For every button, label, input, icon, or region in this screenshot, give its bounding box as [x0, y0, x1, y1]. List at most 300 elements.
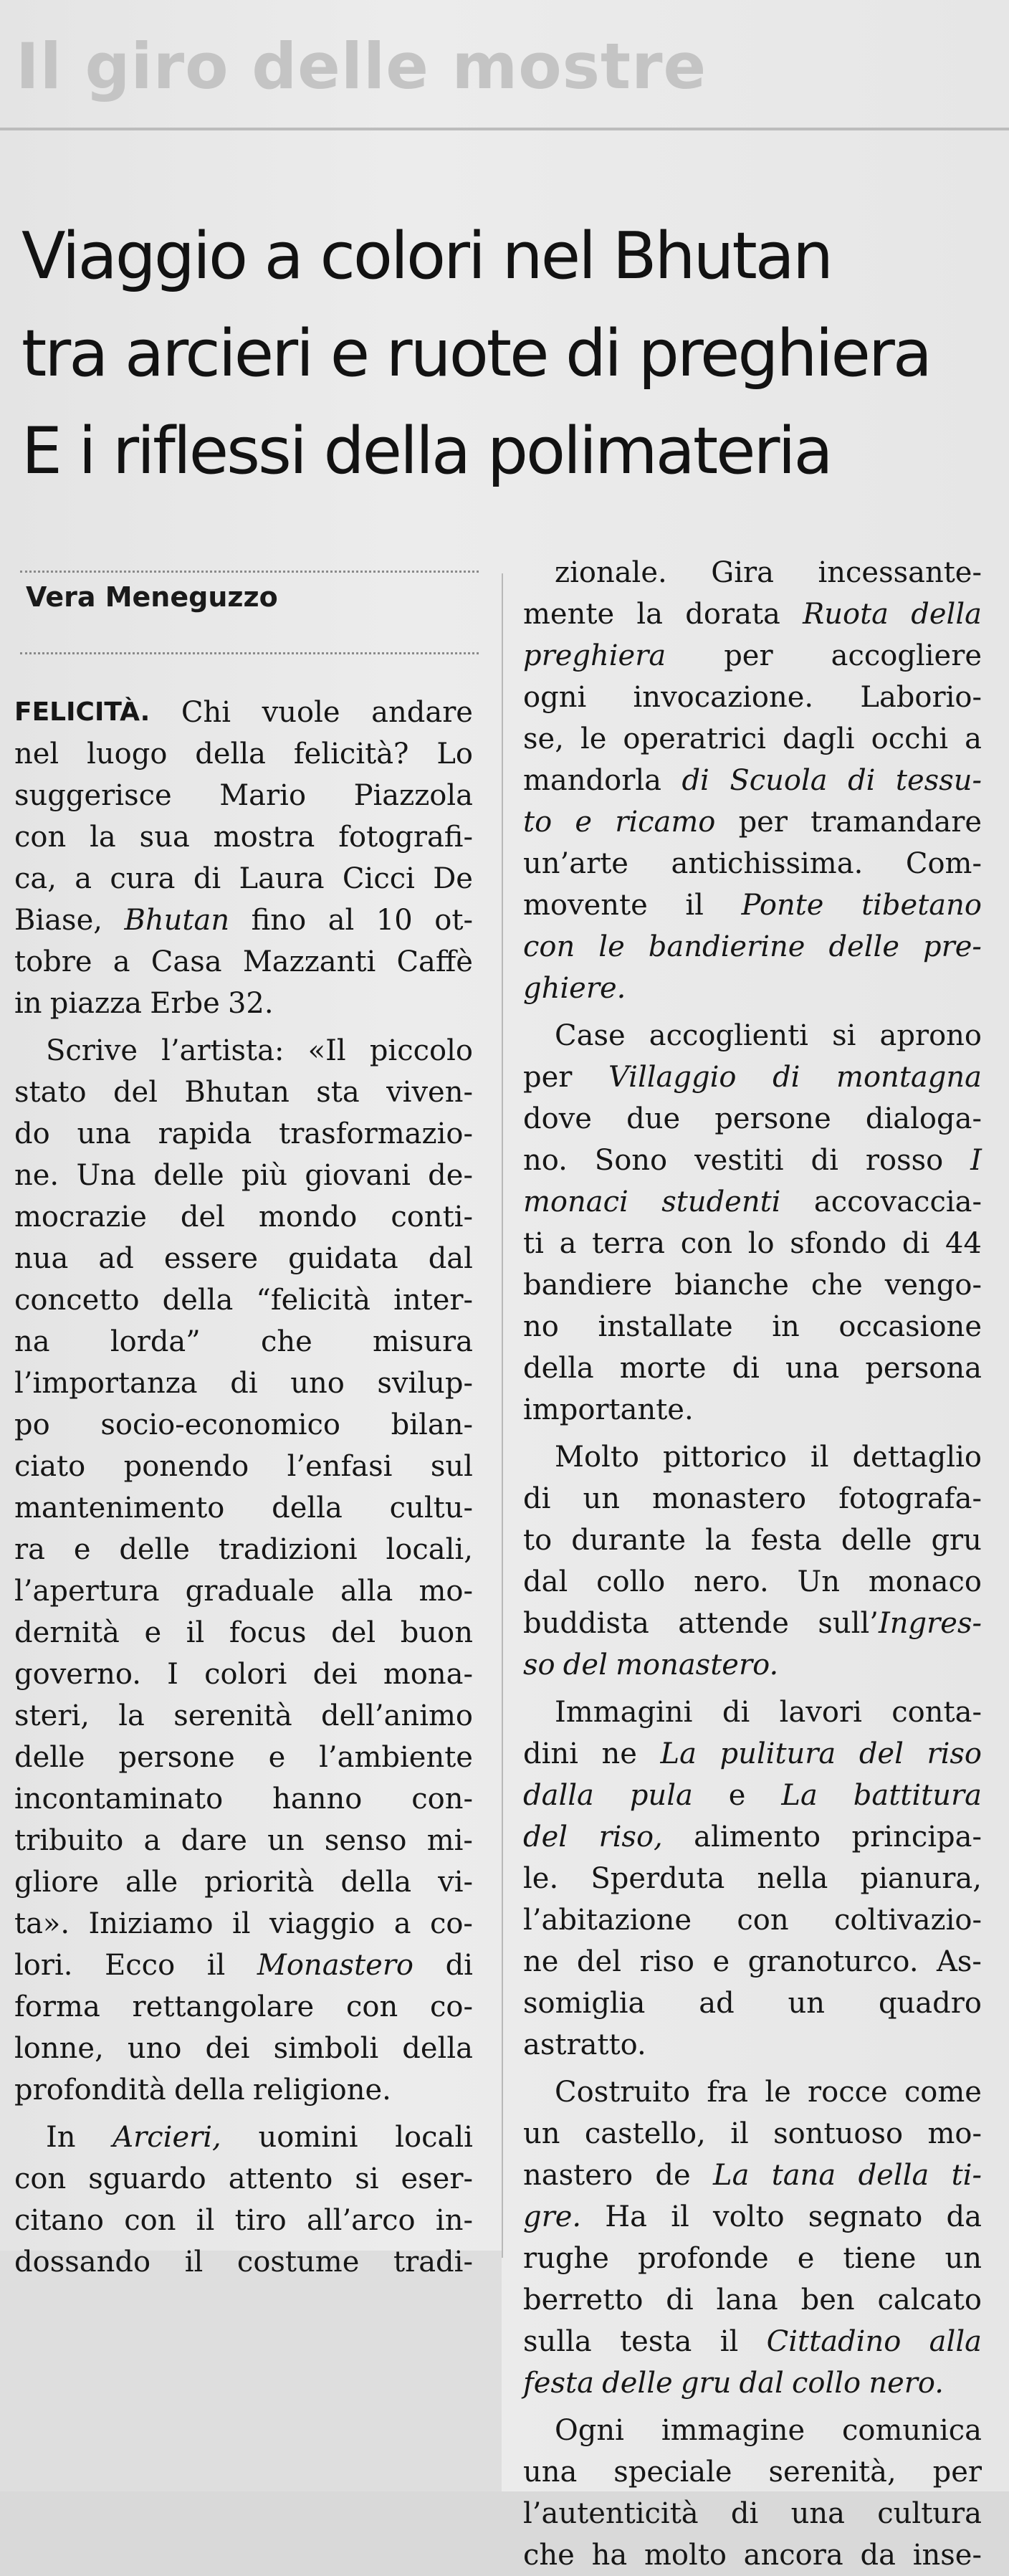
article-word: dossando [14, 2246, 151, 2279]
article-word: Ogni [555, 2414, 624, 2447]
article-word: il [184, 2246, 204, 2279]
article-word: nel [14, 738, 59, 771]
article-word: molto [644, 2539, 727, 2572]
article-word: e [797, 2242, 815, 2275]
article-word: dal [739, 2367, 784, 2400]
article-line [523, 1347, 982, 1389]
article-line [14, 1903, 473, 1945]
article-line [523, 1436, 982, 1478]
article-word: Villaggio [608, 1061, 737, 1094]
article-word: so [523, 1649, 555, 1681]
article-word: La [660, 1737, 697, 1770]
article-word: della [402, 2032, 473, 2065]
article-word: conti- [391, 1201, 473, 1234]
article-word: sulla [523, 2325, 592, 2358]
article-word: dialoga- [865, 1102, 982, 1135]
article-word: graduale [185, 1575, 315, 1608]
article-line [14, 1654, 473, 1695]
article-word: Sono [594, 1144, 668, 1177]
article-word: Mario [219, 779, 307, 812]
article-word: persone [118, 1741, 235, 1774]
article-word: durante [571, 1524, 687, 1557]
article-word: il [719, 2325, 739, 2358]
article-word: Caffè [396, 945, 473, 978]
article-word: calcato [877, 2284, 982, 2317]
article-word: Molto [555, 1441, 639, 1474]
article-word: mostra [213, 821, 315, 854]
article-word: co- [429, 1990, 473, 2023]
article-word: focus [229, 1616, 307, 1649]
article-word: sul [430, 1450, 473, 1483]
article-word: no. [523, 1144, 568, 1177]
article-word: castello, [584, 2117, 706, 2150]
article-line [523, 2279, 982, 2321]
article-word: svilup- [377, 1367, 473, 1400]
article-word: della [195, 738, 266, 771]
article-line [523, 2410, 982, 2451]
article-word: Immagini [555, 1696, 693, 1729]
article-word: Case [555, 1019, 626, 1052]
article-word: del [331, 1616, 376, 1649]
article-line [14, 941, 473, 983]
article-line [523, 1692, 982, 1733]
article-line [14, 1155, 473, 1196]
article-word: gliore [14, 1866, 100, 1899]
article-word: da [860, 2539, 896, 2572]
headline-line: tra arcieri e ruote di preghiera [21, 316, 931, 391]
article-line [14, 692, 473, 733]
article-word: di [810, 1144, 838, 1177]
article-word: trasformazio- [279, 1117, 473, 1150]
article-word: Com- [905, 847, 982, 880]
article-word: lavori [779, 1696, 862, 1729]
article-word: persone [714, 1102, 831, 1135]
article-word: la [705, 1524, 732, 1557]
article-line [14, 1695, 473, 1737]
article-line [523, 593, 982, 635]
article-word: alla [340, 1575, 393, 1608]
article-word: Erbe [150, 987, 220, 1020]
article-word: principa- [851, 1821, 982, 1854]
article-word: l’abitazione [523, 1904, 692, 1937]
article-word: lori. [14, 1949, 73, 1982]
article-word: essere [163, 1242, 259, 1275]
article-word: Bhutan [184, 1076, 290, 1109]
article-word: mo- [927, 2117, 982, 2150]
article-word: un’arte [523, 847, 628, 880]
article-word: una [523, 2456, 578, 2489]
article-word: Iniziamo [88, 1907, 214, 1940]
article-word: no [523, 1310, 559, 1343]
article-word: tribuito [14, 1824, 124, 1857]
article-word: di [848, 764, 876, 797]
article-word: per [932, 2456, 982, 2489]
article-line [523, 2113, 982, 2155]
article-word: eser- [401, 2162, 473, 2195]
article-word: della [162, 1284, 234, 1317]
article-word: luogo [87, 738, 168, 771]
article-word: In [46, 2121, 76, 2154]
article-word: La [713, 2159, 750, 2192]
article-word: con- [411, 1783, 473, 1816]
article-word: Una [76, 1159, 136, 1192]
article-word: 44 [945, 1227, 982, 1260]
article-word: collo [791, 2367, 861, 2400]
article-word: colori [204, 1658, 287, 1691]
article-word: vi- [438, 1866, 473, 1899]
article-word: ra [14, 1533, 45, 1566]
article-word: e [575, 806, 593, 839]
article-word: la [118, 1699, 145, 1732]
byline: Vera Meneguzzo [26, 581, 278, 613]
article-word: uno [127, 2032, 182, 2065]
article-line [523, 2362, 982, 2404]
article-line [523, 1140, 982, 1181]
article-line [14, 1737, 473, 1778]
article-line [523, 2451, 982, 2493]
article-word: suggerisce [14, 779, 172, 812]
article-word: ne [523, 1945, 559, 1978]
article-word: incontaminato [14, 1783, 224, 1816]
article-word: cura [110, 862, 176, 895]
article-word: l’apertura [14, 1575, 160, 1608]
article-line [523, 968, 982, 1009]
article-word: sfondo [790, 1227, 887, 1260]
article-word: Bhutan [124, 904, 230, 937]
article-word: cultura [877, 2497, 982, 2530]
article-line [14, 733, 473, 775]
article-line [523, 2024, 982, 2066]
article-line [14, 2028, 473, 2069]
article-word: monastero [652, 1482, 807, 1515]
article-line [523, 1983, 982, 2024]
article-word: priorità [204, 1866, 315, 1899]
article-line [14, 775, 473, 816]
article-word: e [144, 1616, 162, 1649]
article-word: di [666, 2284, 694, 2317]
article-word: conta- [891, 1696, 982, 1729]
article-line [523, 1941, 982, 1983]
article-word: locali [395, 2121, 473, 2154]
article-word: invocazione. [633, 681, 814, 714]
article-word: Ponte [741, 889, 824, 922]
article-word: tramandare [810, 806, 982, 839]
article-line [523, 552, 982, 593]
article-word: bandiere [523, 1269, 653, 1302]
article-word: del [859, 1737, 904, 1770]
article-word: stato [14, 1076, 87, 1109]
article-word: battitura [853, 1779, 982, 1812]
article-word: berretto [523, 2284, 644, 2317]
article-word: a [965, 722, 982, 755]
article-word: l’importanza [14, 1367, 198, 1400]
article-line [14, 1986, 473, 2028]
article-word: rughe [523, 2242, 609, 2275]
article-word: Lo [436, 738, 473, 771]
article-line [14, 816, 473, 858]
article-word: dalla [523, 1779, 594, 1812]
article-line [14, 1113, 473, 1155]
article-word: guidata [288, 1242, 398, 1275]
article-word: de [655, 2159, 691, 2192]
article-line [523, 1603, 982, 1644]
article-word: il [231, 1907, 251, 1940]
article-word: steri, [14, 1699, 90, 1732]
article-line [523, 1644, 982, 1686]
article-word: dagli [782, 722, 855, 755]
article-line [14, 2069, 473, 2111]
article-word: Biase, [14, 904, 102, 937]
article-word: rettangolare [132, 1990, 315, 2023]
article-word: in- [435, 2204, 473, 2237]
article-word: socio-economico [100, 1408, 340, 1441]
article-word: giovani [305, 1159, 411, 1192]
article-word: nero. [869, 2367, 944, 2400]
article-word: do [14, 1117, 50, 1150]
article-word: uno [290, 1367, 345, 1400]
article-word: persona [865, 1352, 982, 1385]
article-word: buon [400, 1616, 473, 1649]
article-word: rocce [807, 2076, 888, 2109]
article-word: Arcieri, [113, 2121, 221, 2154]
article-word: tana [771, 2159, 836, 2192]
article-word: attento [228, 2162, 333, 2195]
article-word: lonne, [14, 2032, 104, 2065]
article-word: con [737, 1904, 789, 1937]
headline-line: Viaggio a colori nel Bhutan [21, 219, 832, 294]
article-word: si [832, 1019, 856, 1052]
article-word: Scuola [730, 764, 828, 797]
article-word: astratto. [523, 2028, 646, 2061]
article-word: mo- [419, 1575, 473, 1608]
article-word: na [14, 1325, 50, 1358]
article-word: to [523, 1524, 553, 1557]
article-word: ta». [14, 1907, 70, 1940]
article-word: delle [14, 1741, 85, 1774]
article-word: di [445, 1949, 473, 1982]
article-word: un [583, 1482, 620, 1515]
article-word: fra [707, 2076, 749, 2109]
article-line [523, 884, 982, 926]
article-word: con [345, 1990, 398, 2023]
article-word: ha [591, 2539, 628, 2572]
article-word: mi- [426, 1824, 473, 1857]
article-word: nastero [523, 2159, 633, 2192]
article-line [14, 1072, 473, 1113]
article-word: Scrive [46, 1034, 138, 1067]
article-line [523, 1098, 982, 1140]
article-word: del [113, 1076, 158, 1109]
article-word: sua [139, 821, 190, 854]
article-line [14, 983, 473, 1024]
article-word: con [14, 821, 67, 854]
article-word: ricamo [615, 806, 716, 839]
article-word: delle [153, 1159, 224, 1192]
article-word: piazza [49, 987, 142, 1020]
article-word: di [230, 1367, 258, 1400]
byline-rule-top [20, 571, 479, 573]
article-word: nella [757, 1862, 828, 1895]
article-word: della [523, 1352, 594, 1385]
article-word: movente [523, 889, 648, 922]
article-word: del [180, 1201, 225, 1234]
article-line [14, 2200, 473, 2241]
article-word: l’artista: [161, 1034, 284, 1067]
article-word: tiro [234, 2204, 287, 2237]
article-word: Cicci [342, 862, 415, 895]
article-word: festa [523, 2367, 594, 2400]
article-word: sontuoso [773, 2117, 904, 2150]
article-word: quadro [878, 1987, 982, 2020]
article-word: le. [523, 1862, 559, 1895]
article-word: una [790, 2497, 845, 2530]
article-word: della [272, 1492, 343, 1525]
article-word: testa [620, 2325, 692, 2358]
article-word: gru [931, 1524, 982, 1557]
article-word: monaco [868, 1565, 982, 1598]
article-line [14, 2241, 473, 2283]
article-line [523, 801, 982, 843]
article-word: profondità [14, 2074, 166, 2107]
article-word: le [580, 722, 607, 755]
article-word: importante. [523, 1393, 694, 1426]
article-word: morte [619, 1352, 707, 1385]
article-word: nero. [694, 1565, 769, 1598]
article-word: al [327, 904, 355, 937]
article-word: bianche [674, 1269, 789, 1302]
article-word: Laura [239, 862, 325, 895]
article-word: più [241, 1159, 288, 1192]
article-word: Piazzola [353, 779, 473, 812]
article-word: da [946, 2200, 982, 2233]
article-word: tradi- [393, 2246, 473, 2279]
article-word: pre- [923, 930, 982, 963]
article-line [14, 2158, 473, 2200]
article-line [523, 718, 982, 760]
article-line [14, 1570, 473, 1612]
article-word: FELICITÀ. [14, 697, 150, 727]
article-word: to [523, 806, 553, 839]
byline-rule-bottom [20, 652, 479, 654]
article-word: riso, [598, 1821, 663, 1854]
article-word: immagine [661, 2414, 805, 2447]
article-line [523, 2321, 982, 2362]
article-word: un [788, 1987, 826, 2020]
page-background [0, 2251, 502, 2491]
article-line [14, 1861, 473, 1903]
article-word: As- [937, 1945, 982, 1978]
article-word: Sperduta [590, 1862, 725, 1895]
article-word: dal [428, 1242, 473, 1275]
article-word: lo [747, 1227, 775, 1260]
article-word: installate [598, 1310, 733, 1343]
article-word: l’ambiente [319, 1741, 473, 1774]
article-word: accoglienti [649, 1019, 808, 1052]
article-word: dini [523, 1737, 578, 1770]
article-word: delle [119, 1533, 190, 1566]
article-word: sta [316, 1076, 360, 1109]
article-word: di [722, 1696, 750, 1729]
column-divider [502, 573, 503, 2258]
article-word: accogliere [831, 639, 982, 672]
article-word: riso [927, 1737, 982, 1770]
article-word: pianura, [860, 1862, 982, 1895]
article-word: hanno [272, 1783, 363, 1816]
article-word: profonde [637, 2242, 769, 2275]
article-word: la [636, 598, 664, 631]
article-word: felicità? [293, 738, 409, 771]
article-word: misura [373, 1325, 473, 1358]
article-word: a [113, 945, 130, 978]
article-line [14, 900, 473, 941]
article-word: si [355, 2162, 379, 2195]
article-line [523, 2196, 982, 2238]
article-word: vengo- [884, 1269, 982, 1302]
section-kicker: Il giro delle mostre [16, 29, 707, 103]
article-word: con [14, 2162, 67, 2195]
article-word: zionale. [555, 556, 667, 589]
article-word: 10 [376, 904, 413, 937]
article-line [523, 1816, 982, 1858]
article-word: festa [750, 1524, 822, 1557]
article-line [14, 1279, 473, 1321]
article-line [14, 1945, 473, 1986]
article-line [523, 1389, 982, 1431]
article-word: granoturco. [747, 1945, 919, 1978]
article-word: di [730, 2497, 759, 2530]
article-word: bilan- [391, 1408, 473, 1441]
article-word: uomini [258, 2121, 358, 2154]
article-word: religione. [252, 2074, 391, 2107]
article-word: della [911, 598, 982, 631]
article-word: dettaglio [852, 1441, 982, 1474]
article-word: dei [312, 1658, 358, 1691]
article-word: senso [324, 1824, 407, 1857]
article-line [523, 760, 982, 801]
article-word: I [970, 1144, 982, 1177]
article-word: il [196, 2204, 215, 2237]
article-word: operatrici [623, 722, 766, 755]
article-word: 32. [227, 987, 274, 1020]
article-word: coltivazio- [833, 1904, 982, 1937]
article-word: di [523, 1482, 551, 1515]
article-word: segnato [808, 2200, 923, 2233]
article-word: La [781, 1779, 818, 1812]
article-word: piccolo [369, 1034, 473, 1067]
article-word: con [523, 930, 575, 963]
article-line [523, 1858, 982, 1899]
article-word: governo. [14, 1658, 141, 1691]
article-word: dell’animo [321, 1699, 473, 1732]
article-word: Costruito [555, 2076, 691, 2109]
article-word: serenità [173, 1699, 292, 1732]
article-word: Ruota [803, 598, 889, 631]
article-line [523, 1223, 982, 1264]
article-word: per [724, 639, 773, 672]
article-word: Un [797, 1565, 841, 1598]
article-word: inse- [912, 2539, 982, 2572]
article-line [523, 1899, 982, 1941]
article-word: il [206, 1949, 226, 1982]
article-word: vestiti [694, 1144, 784, 1177]
article-word: ben [800, 2284, 855, 2317]
section-rule [0, 128, 1009, 130]
article-word: dare [181, 1824, 247, 1857]
article-word: forma [14, 1990, 100, 2023]
article-word: per [523, 1061, 573, 1094]
article-word: montagna [836, 1061, 982, 1094]
article-headline [21, 208, 982, 500]
